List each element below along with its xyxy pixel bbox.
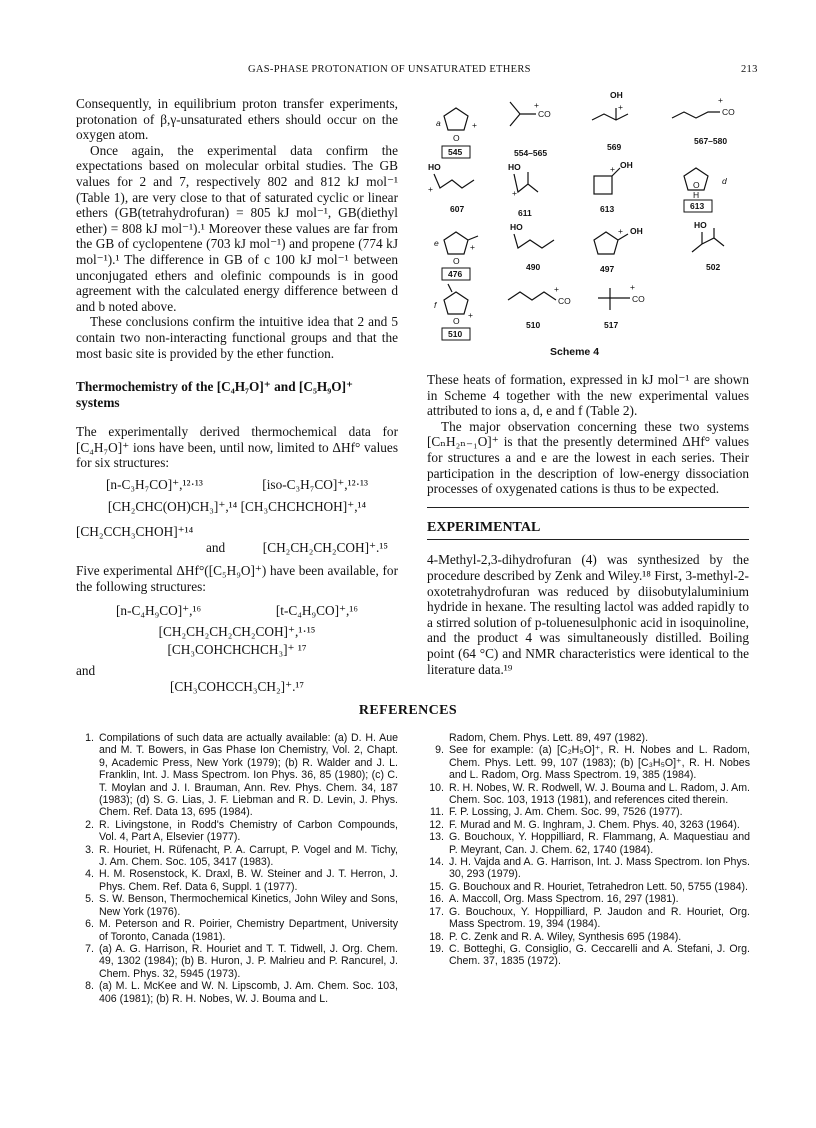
atom-label: HO — [508, 162, 521, 172]
charge: + — [718, 95, 723, 105]
structure-510-f — [434, 284, 473, 340]
atom-label: O — [693, 180, 700, 190]
reference-item: 13. G. Bouchoux, Y. Hoppilliard, R. Flammang, A. Maquestiau and P. Meyrant, Can. J. Chem. 62, 1740 (1984). — [429, 831, 750, 856]
structure-497 — [594, 226, 643, 274]
paragraph: Five experimental ΔHf°([C₅H₉O]⁺) have been available, for the following structures: — [76, 563, 398, 595]
structure-607 — [428, 162, 474, 214]
reference-item: 14. J. H. Vajda and A. G. Harrison, Int. J. Mass Spectrom. Ion Phys. 30, 293 (1979). — [429, 856, 750, 881]
running-title: GAS-PHASE PROTONATION OF UNSATURATED ETHERS — [248, 64, 531, 75]
atom-label: OH — [610, 90, 623, 100]
atom-label: CO — [538, 109, 551, 119]
reference-item: 15. G. Bouchoux and R. Houriet, Tetrahedron Lett. 50, 5755 (1984). — [429, 880, 748, 893]
paragraph: Once again, the experimental data confirm the expectations based on molecular orbital studies. The GB values for 2 and 7, respectively 802 and 812 kJ mol⁻¹ (Table 1), are very close to that of saturated cyclic or linear ethers (GB(tetrahydrofuran) = 805 kJ mol⁻¹, GB(diethyl ether) = 808 kJ mol⁻¹).¹ Moreover these values are far from the GB of cyclopentene (703 kJ mol⁻¹) and propene (774 kJ mol⁻¹).¹ The difference in GB of c 100 kJ mol⁻¹ between unconjugated ethers and olefinic compounds is in good agreement with the calculated energy difference between d and b noted above. — [76, 142, 398, 314]
enthalpy-value: 517 — [604, 320, 619, 330]
charge: + — [610, 164, 615, 174]
charge: + — [512, 188, 517, 198]
atom-label: OH — [620, 160, 633, 170]
enthalpy-value: 611 — [518, 208, 532, 218]
paragraph: Consequently, in equilibrium proton transfer experiments, protonation of β,γ-unsaturated ethers should occur on the oxygen atom. — [76, 96, 398, 143]
charge: + — [470, 242, 475, 252]
atom-label: HO — [510, 222, 523, 232]
section-rule — [427, 539, 749, 540]
structure-569 — [592, 90, 628, 152]
atom-label: O — [453, 256, 460, 266]
enthalpy-value: 613 — [690, 201, 705, 211]
charge: + — [468, 310, 473, 320]
section-rule — [427, 507, 749, 508]
enthalpy-value: 497 — [600, 264, 615, 274]
formula-part: [n-C₃H₇CO]⁺,¹²·¹³ — [106, 477, 203, 493]
atom-label: CO — [558, 296, 571, 306]
structure-567-580 — [672, 95, 735, 146]
section-title: Thermochemistry of the [C₄H₇O]⁺ and [C₅H₉O]⁺ systems — [76, 379, 354, 410]
atom-label: OH — [630, 226, 643, 236]
reference-item: 12. F. Murad and M. G. Inghram, J. Chem. Phys. 40, 3263 (1964). — [429, 818, 740, 831]
reference-item: 16. A. Maccoll, Org. Mass Spectrom. 16, 297 (1981). — [429, 893, 679, 906]
ion-label-f: f — [434, 300, 437, 310]
charge: + — [428, 184, 433, 194]
charge: + — [472, 120, 477, 130]
reference-item: 18. P. C. Zenk and R. A. Wiley, Synthesis 695 (1984). — [429, 930, 682, 943]
scheme-caption: Scheme 4 — [550, 346, 600, 358]
paragraph: These conclusions confirm the intuitive idea that 2 and 5 contain two non-interacting functional groups and that the most basic site is provided by the ether function. — [76, 314, 398, 361]
formula-conjunction: and — [76, 663, 96, 679]
formula — [76, 540, 398, 556]
formula-part: and — [206, 539, 226, 555]
atom-label: H — [693, 190, 700, 200]
enthalpy-value: 490 — [526, 262, 541, 272]
formula: [CH₃COHCCH₃CH₂]⁺.¹⁷ — [169, 679, 305, 694]
scheme-4 — [422, 88, 752, 358]
structure-476 — [434, 232, 478, 280]
charge: + — [630, 282, 635, 292]
reference-item: 5. S. W. Benson, Thermochemical Kinetics, John Wiley and Sons, New York (1976). — [85, 893, 398, 918]
charge: + — [554, 284, 559, 294]
formula-part: [n-C₄H₉CO]⁺,¹⁶ — [116, 602, 202, 618]
formula-part: [t-C₄H₉CO]⁺,¹⁶ — [275, 602, 358, 618]
atom-label: HO — [428, 162, 441, 172]
paragraph: These heats of formation, expressed in kJ mol⁻¹ are shown in Scheme 4 together with the new experimental values attributed to ions a, d, e and f (Table 2). — [427, 372, 749, 419]
formula-part: [iso-C₃H₇CO]⁺,¹²·¹³ — [262, 477, 368, 493]
structure-490 — [510, 222, 554, 272]
formula: [CH₂CCH₃CHOH]⁺¹⁴ — [76, 524, 194, 540]
page-number: 213 — [741, 64, 758, 75]
atom-label: CO — [632, 294, 645, 304]
enthalpy-value: 510 — [526, 320, 541, 330]
reference-item: 10. R. H. Nobes, W. R. Rodwell, W. J. Bouma and L. Radom, J. Am. Chem. Soc. 103, 1913 (1981), and references cited therein. — [429, 781, 750, 807]
reference-item: 6. M. Peterson and R. Poirier, Chemistry Department, University of Toronto, Canada (1981). — [85, 918, 398, 943]
atom-label: CO — [722, 107, 735, 117]
references-title: REFERENCES — [358, 703, 458, 718]
structure-613 — [594, 160, 633, 214]
enthalpy-value: 554–565 — [514, 148, 548, 158]
section-title: EXPERIMENTAL — [427, 519, 541, 535]
ion-label-a: a — [436, 118, 441, 128]
paragraph: 4-Methyl-2,3-dihydrofuran (4) was synthesized by the procedure described by Zenk and Wiley.¹⁸ First, 3-methyl-2-oxotetrahydrofuran was reduced by diisobutylaluminium hydride in hexane. The resulting lactol was added rapidly to a stirred solution of p-toluenesulphonic acid in isoquinoline, and the product 4 was simultaneously distilled. Boiling point (64 °C) and NMR characteristics were identical to the literature data.¹⁹ — [427, 552, 749, 677]
reference-item: 17. G. Bouchoux, Y. Hoppilliard, P. Jaudon and R. Houriet, Org. Mass Spectrom. 19, 394 (1984). — [429, 905, 750, 931]
formula — [76, 477, 398, 493]
structure-502 — [692, 220, 724, 272]
enthalpy-value: 545 — [448, 147, 463, 157]
enthalpy-value: 569 — [607, 142, 622, 152]
formula: [CH₂CH₂CH₂CH₂COH]⁺,¹·¹⁵ — [158, 624, 316, 640]
structure-517 — [598, 282, 645, 330]
formula: [CH₂CHC(OH)CH₃]⁺,¹⁴ [CH₃CHCHCHOH]⁺,¹⁴ — [107, 498, 367, 514]
reference-item: 8. (a) M. L. McKee and W. N. Lipscomb, J. Am. Chem. Soc. 103, 406 (1981); (b) R. H. Nobes, W. J. Bouma and L. — [85, 980, 398, 1005]
references-right — [426, 732, 750, 968]
reference-item: 1. Compilations of such data are actually available: (a) D. H. Aue and M. T. Bowers, in Gas Phase Ion Chemistry, Vol. 2, Chapt. 9, Academic Press, New York (1979); (b) R. Walder and J. L. Franklin, Int. J. Mass Spectrom. Ion Phys. 36, 85 (1980); (c) C. T. Moylan and J. I. Brauman, Ann. Rev. Phys. Chem. 34, 187 (1983); (d) S. G. Lias, J. F. Liebman and R. D. Levin, J. Phys. Chem. Ref. Data 13, 695 (1984). — [85, 732, 398, 819]
atom-label: O — [453, 133, 460, 143]
left-column — [76, 96, 398, 701]
formula: [CH₃COHCHCHCH₃]⁺ ¹⁷ — [167, 641, 307, 657]
reference-item: 11. F. P. Lossing, J. Am. Chem. Soc. 99, 7526 (1977). — [430, 806, 683, 819]
formula — [76, 603, 398, 619]
reference-item: 4. H. M. Rosenstock, K. Draxl, B. W. Steiner and J. T. Herron, J. Phys. Chem. Ref. Data 6, Suppl. 1 (1977). — [85, 868, 398, 893]
atom-label: O — [453, 316, 460, 326]
enthalpy-value: 567–580 — [694, 136, 728, 146]
enthalpy-value: 613 — [600, 204, 615, 214]
references-left — [76, 732, 398, 1005]
enthalpy-value: 476 — [448, 269, 463, 279]
enthalpy-value: 607 — [450, 204, 465, 214]
reference-item: 2. R. Livingstone, in Rodd's Chemistry of Carbon Compounds, Vol. 4, Part A, Elsevier (1977). — [85, 818, 398, 844]
reference-item: 7. (a) A. G. Harrison, R. Houriet and T. T. Tidwell, J. Org. Chem. 49, 1302 (1984); (b) B. Huron, J. P. Malrieu and P. Rancurel, J. Chem. Phys. 32, 5945 (1973). — [85, 942, 398, 980]
reference-item: Radom, Chem. Phys. Lett. 89, 497 (1982). — [449, 732, 649, 744]
ion-label-e: e — [434, 238, 439, 248]
structure-510 — [508, 284, 571, 330]
formula-part: [CH₂CH₂CH₂COH]⁺.¹⁵ — [262, 539, 388, 555]
paragraph: The major observation concerning these two systems [CₙH₂ₙ₋₁O]⁺ is that the presently determined ΔHf° values for structures a and e are the lowest in each series. Their participation in the description of low-energy dissociation processes of oxygenated cations is thus to be expected. — [427, 418, 749, 497]
enthalpy-value: 510 — [448, 329, 463, 339]
charge: + — [534, 100, 539, 110]
atom-label: HO — [694, 220, 707, 230]
charge: + — [618, 226, 623, 236]
structure-554-565 — [510, 100, 551, 158]
enthalpy-value: 502 — [706, 262, 721, 272]
structure-545 — [436, 108, 477, 158]
reference-item: 9. See for example: (a) [C₂H₅O]⁺, R. H. Nobes and L. Radom, Chem. Phys. Lett. 99, 107 (1983); (b) [C₃H₅O]⁺, R. H. Nobes and L. Radom, Org. Mass Spectrom. 19, 385 (1984). — [435, 744, 750, 782]
ion-label-d: d — [722, 176, 727, 186]
structure-611 — [508, 162, 538, 218]
reference-item: 3. R. Houriet, H. Rüfenacht, P. A. Carrupt, P. Vogel and M. Tichy, J. Am. Chem. Soc. 105, 3417 (1983). — [85, 843, 398, 869]
paragraph: The experimentally derived thermochemical data for [C₄H₇O]⁺ ions have been, until now, limited to ΔHf° values for six structures: — [76, 424, 398, 471]
charge: + — [618, 102, 623, 112]
reference-item: 19. C. Botteghi, G. Consiglio, G. Ceccarelli and A. Stefani, J. Org. Chem. 37, 1835 (1972). — [429, 942, 750, 968]
structure-613-d — [684, 168, 727, 212]
right-column — [427, 372, 749, 677]
